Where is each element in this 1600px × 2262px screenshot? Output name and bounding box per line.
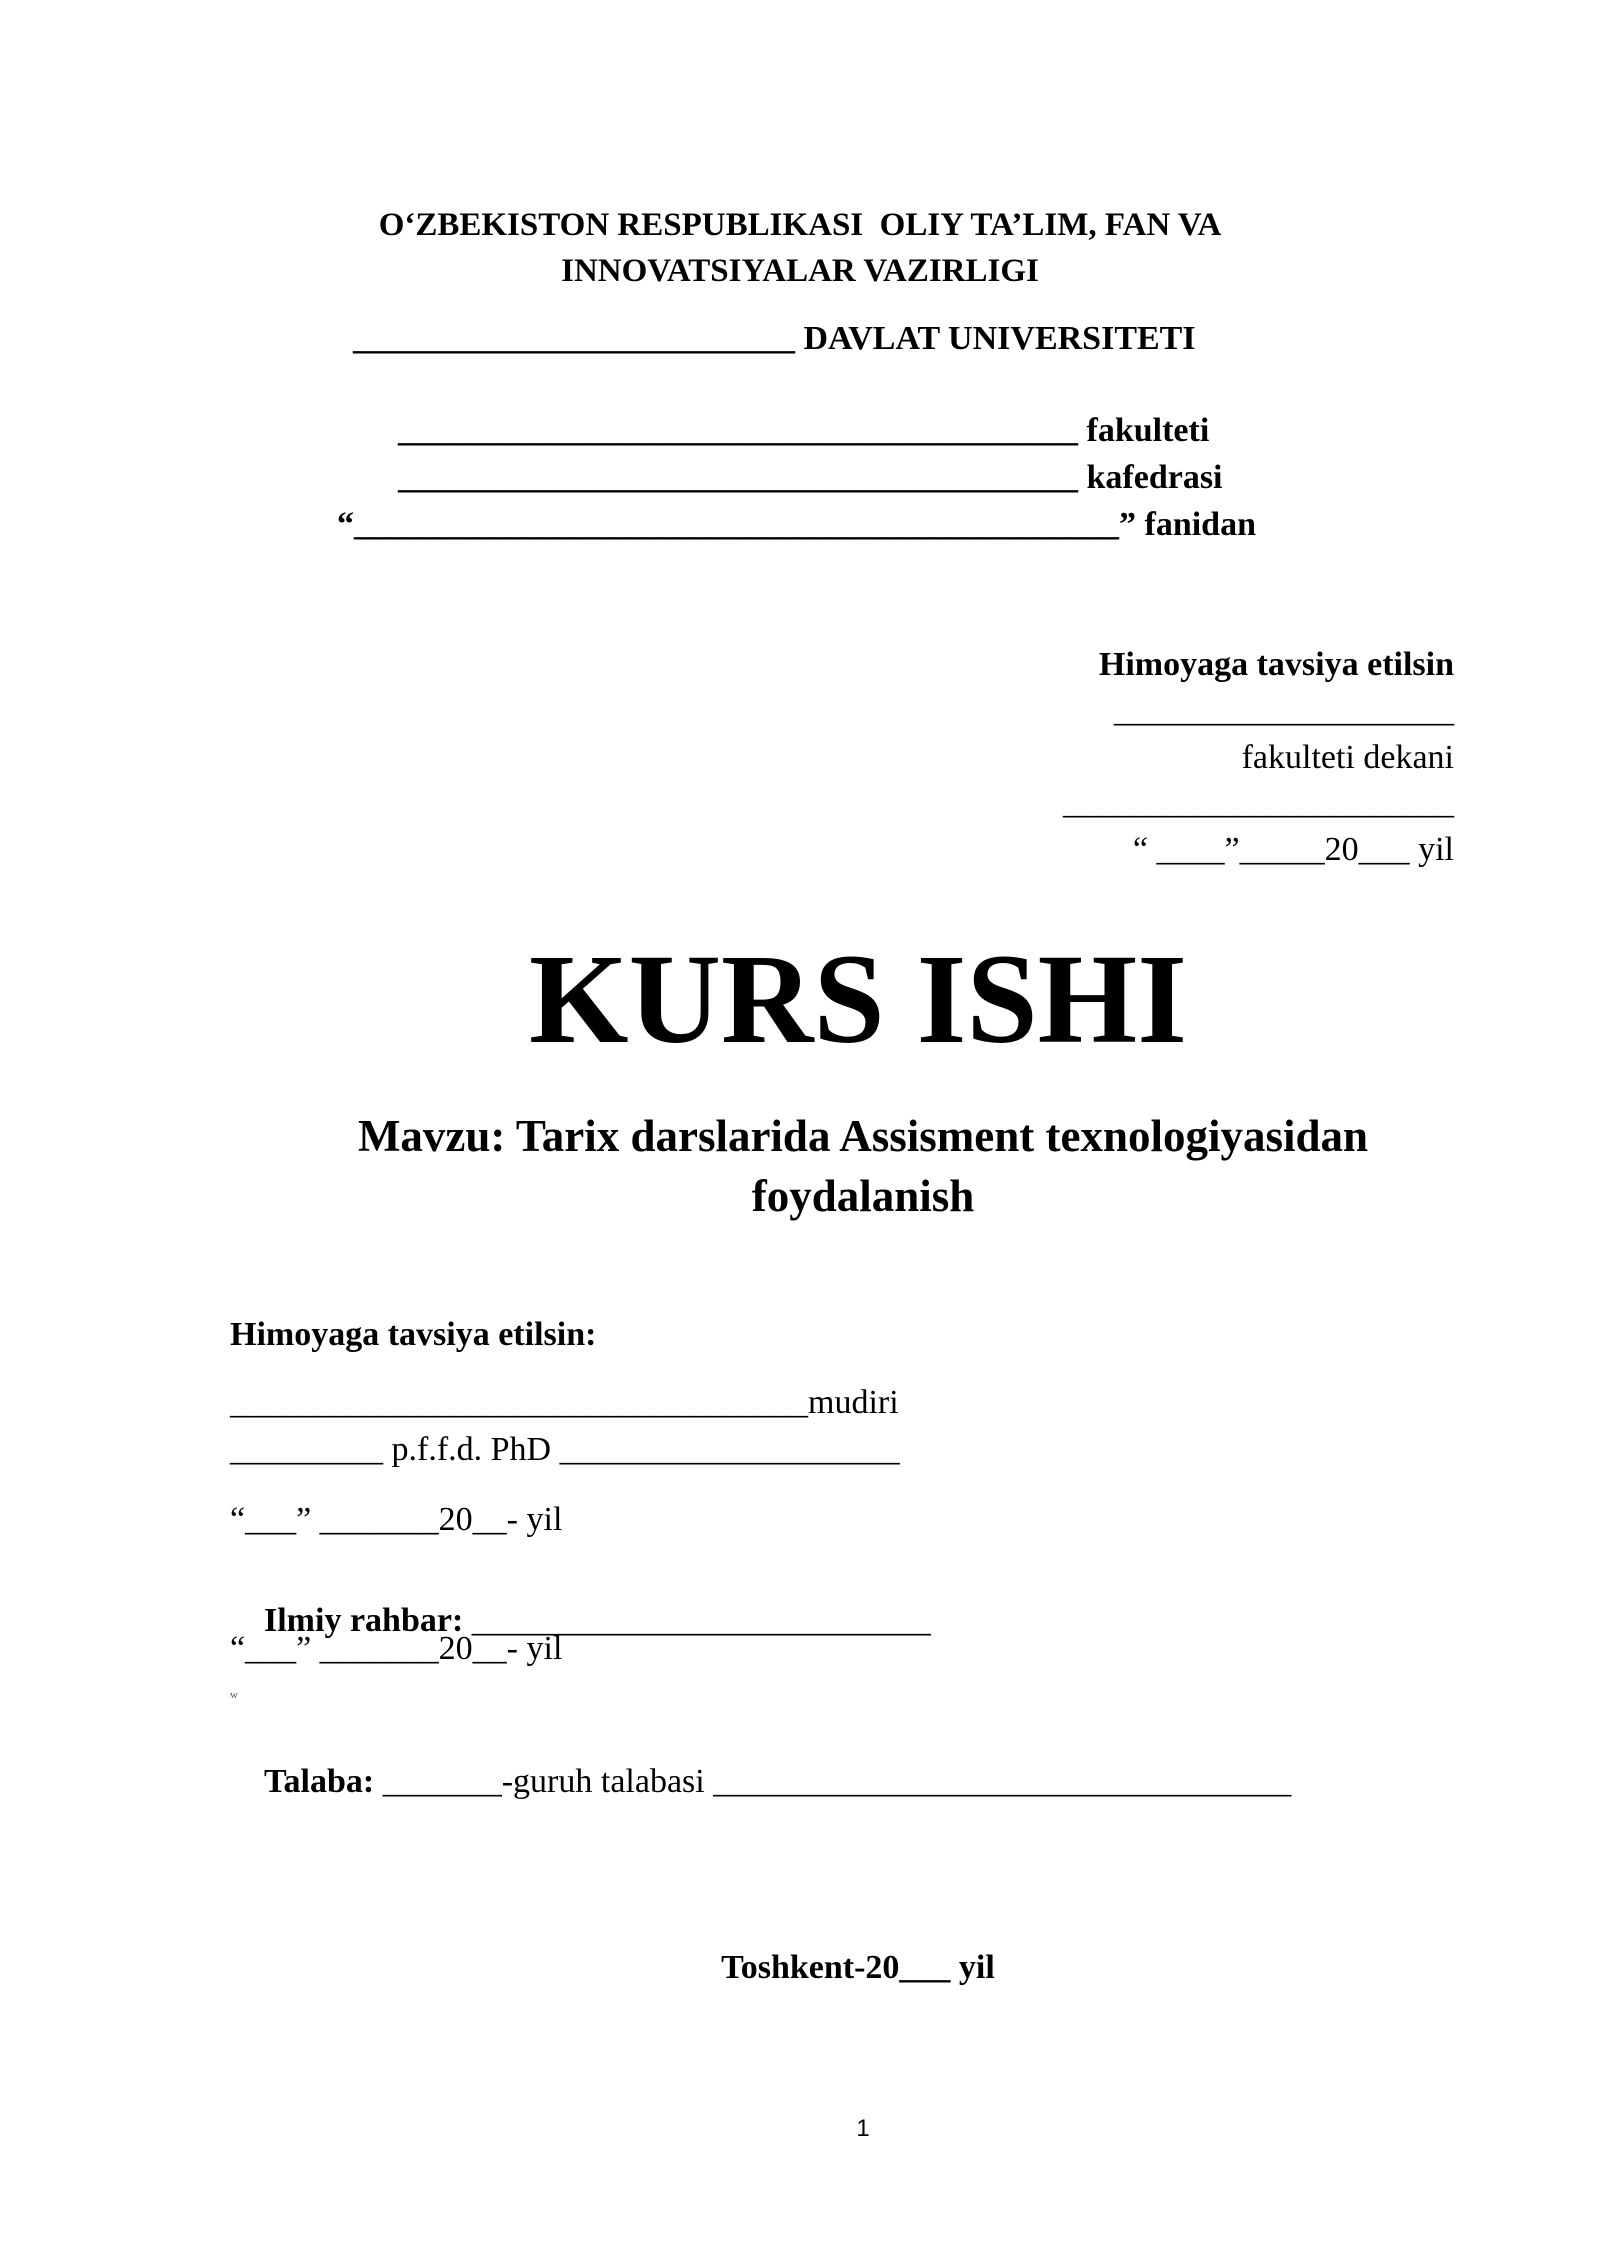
city-year: Toshkent-20___ yil: [721, 1949, 995, 1986]
student-blank: _______-guruh talabasi __________________________________: [374, 1763, 1292, 1800]
dean-signature-line: _______________________: [1063, 784, 1454, 821]
topic-line-2: foydalanish: [751, 1171, 975, 1221]
faculty-line: ________________________________________ fakulteti: [398, 412, 1210, 449]
university-line: __________________________ DAVLAT UNIVERSITETI: [353, 320, 1196, 357]
department-head-line: __________________________________mudiri: [230, 1384, 899, 1421]
student-label: Talaba:: [264, 1763, 375, 1800]
dean-approval-heading: Himoyaga tavsiya etilsin: [1098, 646, 1454, 683]
student-line: [230, 1731, 1291, 1833]
supervisor-blank: ___________________________: [463, 1602, 931, 1639]
ministry-line-2: INNOVATSIYALAR VAZIRLIGI: [561, 253, 1039, 289]
dean-position: fakulteti dekani: [1241, 739, 1454, 776]
ministry-line-1: O‘ZBEKISTON RESPUBLIKASI OLIY TA’LIM, FAN VA: [378, 207, 1222, 243]
page-number: 1: [856, 2115, 870, 2142]
dean-approval-date: “ ____”_____20___ yil: [1132, 831, 1454, 868]
department-line: ________________________________________ kafedrasi: [398, 459, 1223, 496]
small-mark: w: [230, 1689, 238, 1701]
supervisor-date: “___” _______20__- yil: [230, 1630, 563, 1667]
subject-line: “_____________________________________________” fanidan: [337, 506, 1256, 543]
department-approval-heading: Himoyaga tavsiya etilsin:: [230, 1316, 597, 1353]
supervisor-label: Ilmiy rahbar:: [264, 1602, 464, 1639]
dean-name-line: ____________________: [1114, 692, 1454, 729]
topic-line-1: Mavzu: Tarix darslarida Assisment texnologiyasidan: [357, 1111, 1369, 1161]
document-title: KURS ISHI: [529, 928, 1187, 1070]
degree-line: _________ p.f.f.d. PhD ____________________: [230, 1431, 900, 1468]
department-approval-date: “___” _______20__- yil: [230, 1501, 563, 1538]
